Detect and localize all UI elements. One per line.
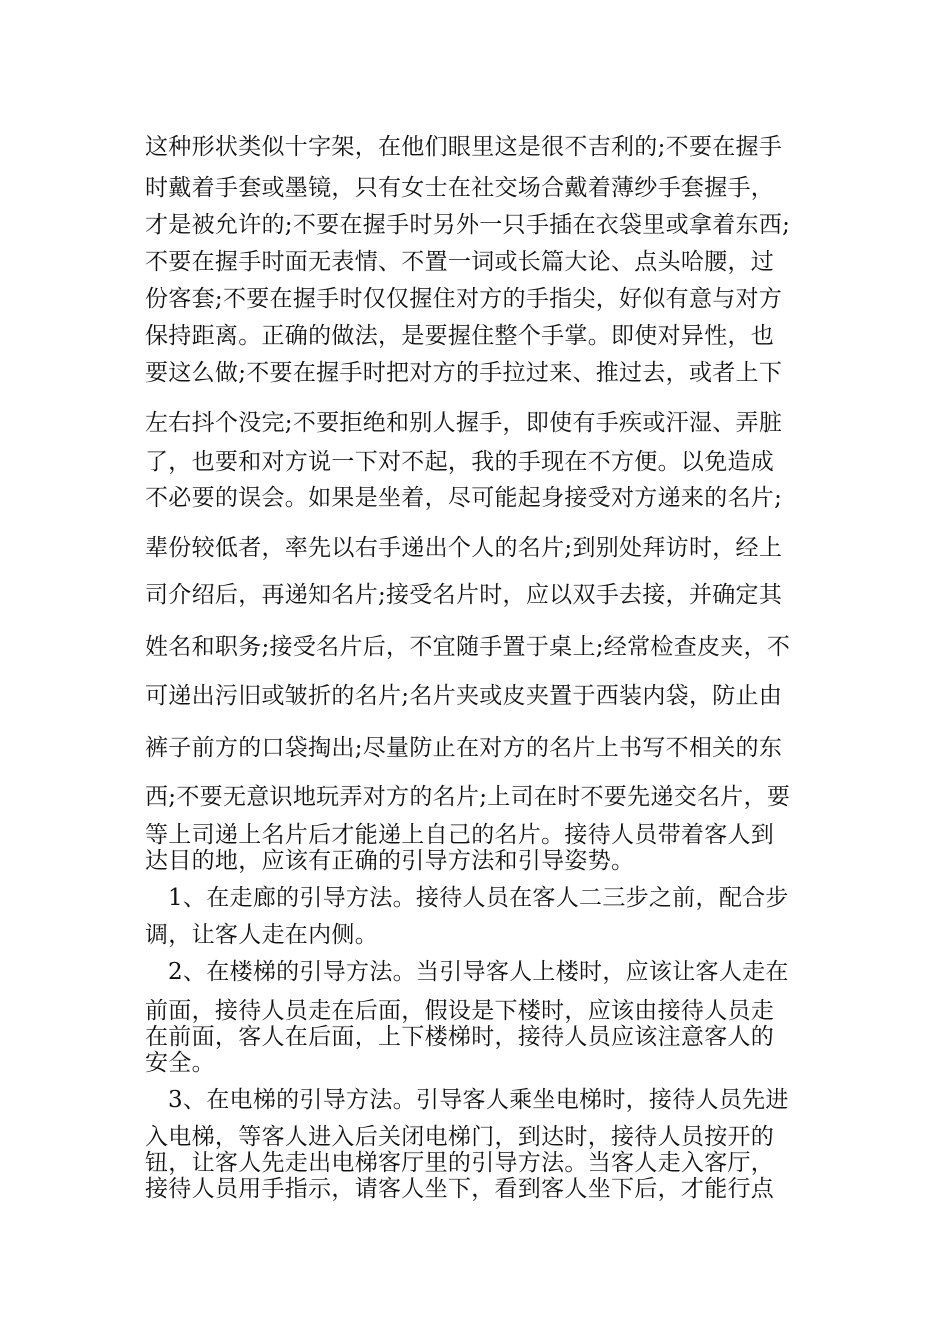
text-line: 这种形状类似十字架，在他们眼里这是很不吉利的;不要在握手 [145, 134, 783, 160]
text-line: 保持距离。正确的做法，是要握住整个手掌。即使对异性，也 [145, 323, 775, 349]
text-line: 裤子前方的口袋掏出;尽量防止在对方的名片上书写不相关的东 [145, 735, 783, 761]
text-line: 等上司递上名片后才能递上自己的名片。接待人员带着客人到 [145, 822, 775, 848]
text-line: 不必要的误会。如果是坐着，尽可能起身接受对方递来的名片; [145, 485, 783, 511]
text-line: 辈份较低者，率先以右手递出个人的名片;到别处拜访时，经上 [145, 535, 783, 561]
text-line: 了，也要和对方说一下对不起，我的手现在不方便。以免造成 [145, 449, 775, 475]
text-line: 安全。 [145, 1050, 215, 1076]
numbered-paragraph: 2、在楼梯的引导方法。当引导客人上楼时，应该让客人走在 [168, 959, 789, 985]
text-line: 不要在握手时面无表情、不置一词或长篇大论、点头哈腰，过 [145, 249, 775, 275]
text-line: 左右抖个没完;不要拒绝和别人握手，即使有手疾或汗湿、弄脏 [145, 410, 783, 436]
text-line: 达目的地，应该有正确的引导方法和引导姿势。 [145, 848, 635, 874]
text-line: 前面，接待人员走在后面，假设是下楼时，应该由接待人员走 [145, 998, 775, 1024]
text-line: 份客套;不要在握手时仅仅握住对方的手指尖，好似有意与对方 [145, 286, 783, 312]
text-line: 司介绍后，再递知名片;接受名片时，应以双手去接，并确定其 [145, 582, 783, 608]
text-line: 入电梯，等客人进入后关闭电梯门，到达时，接待人员按开的 [145, 1124, 775, 1150]
text-line: 才是被允许的;不要在握手时另外一只手插在衣袋里或拿着东西; [145, 212, 791, 238]
text-line: 钮，让客人先走出电梯客厅里的引导方法。当客人走入客厅， [145, 1150, 775, 1176]
text-line: 西;不要无意识地玩弄对方的名片;上司在时不要先递交名片，要 [145, 784, 791, 810]
text-line: 在前面，客人在后面，上下楼梯时，接待人员应该注意客人的 [145, 1024, 775, 1050]
text-line: 姓名和职务;接受名片后，不宜随手置于桌上;经常检查皮夹，不 [145, 634, 791, 660]
text-line: 可递出污旧或皱折的名片;名片夹或皮夹置于西装内袋，防止由 [145, 683, 783, 709]
text-line: 调，让客人走在内侧。 [145, 922, 378, 948]
text-line: 要这么做;不要在握手时把对方的手拉过来、推过去，或者上下 [145, 360, 783, 386]
numbered-paragraph: 3、在电梯的引导方法。引导客人乘坐电梯时，接待人员先进 [168, 1087, 789, 1113]
text-line: 接待人员用手指示，请客人坐下，看到客人坐下后，才能行点 [145, 1176, 775, 1202]
text-line: 时戴着手套或墨镜，只有女士在社交场合戴着薄纱手套握手， [145, 175, 775, 201]
numbered-paragraph: 1、在走廊的引导方法。接待人员在客人二三步之前，配合步 [168, 885, 789, 911]
